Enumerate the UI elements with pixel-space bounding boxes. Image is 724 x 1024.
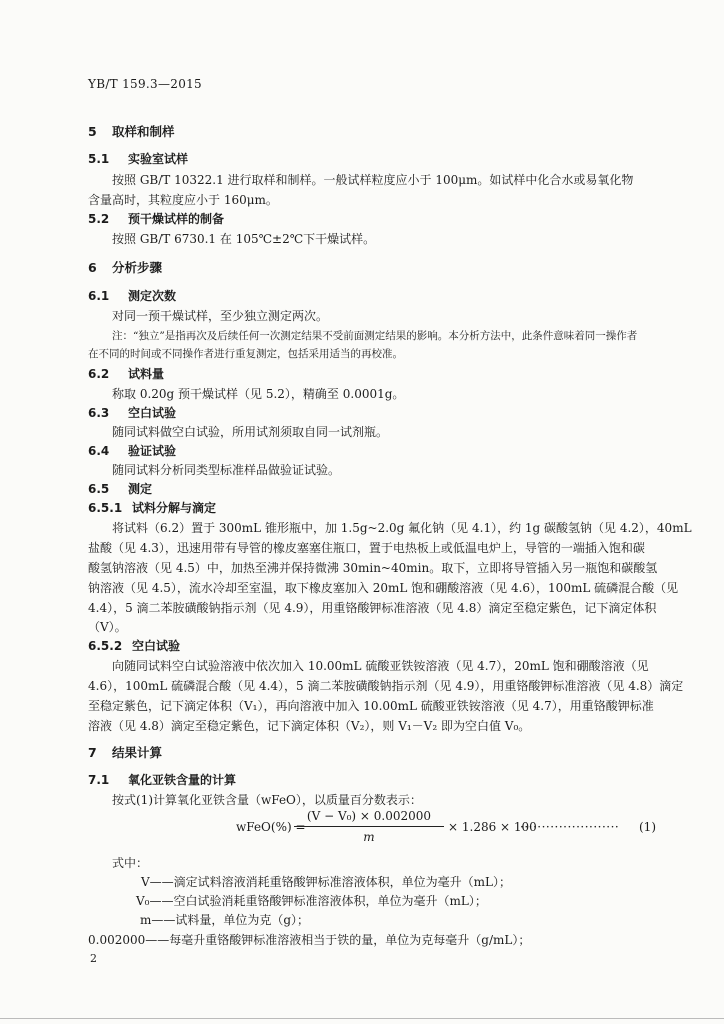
paragraph-line: （V）。	[88, 620, 127, 634]
section-5-heading: 5 取样和制样	[88, 124, 175, 139]
section-6-5-1-heading: 6.5.1 试料分解与滴定	[88, 501, 217, 515]
paragraph-line: 钠溶液（见 4.5），流水冷却至室温，取下橡皮塞加入 20mL 饱和硼酸溶液（见 4.6），100mL 硫磷混合酸（见	[88, 581, 679, 595]
section-6-4-heading: 6.4 验证试验	[88, 444, 177, 458]
bottom-edge-line	[0, 1018, 724, 1019]
paragraph-line: 溶液（见 4.8）滴定至稳定紫色，记下滴定体积（V₂），则 V₁－V₂ 即为空白值 V₀。	[88, 719, 531, 733]
section-6-5-2-heading: 6.5.2 空白试验	[88, 639, 181, 653]
section-7-1-heading: 7.1 氧化亚铁含量的计算	[88, 773, 237, 787]
section-5-2-heading: 5.2 预干燥试样的制备	[88, 212, 225, 226]
definition-item: 0.002000——每毫升重铬酸钾标准溶液相当于铁的量，单位为克每毫升（g/mL）；	[88, 933, 531, 947]
paragraph: 称取 0.20g 预干燥试样（见 5.2），精确至 0.0001g。	[112, 387, 405, 401]
equation-lhs: wFeO(%) =	[236, 820, 306, 834]
definition-item: m——试料量，单位为克（g）；	[140, 913, 310, 927]
paragraph-line: 盐酸（见 4.3），迅速用带有导管的橡皮塞塞住瓶口，置于电热板上或低温电炉上，导管的一端插入饱和碳	[88, 541, 645, 555]
paragraph-line: 4.6），100mL 硫磷混合酸（见 4.4），5 滴二苯胺磺酸钠指示剂（见 4.9），用重铬酸钾标准溶液（见 4.8）滴定	[88, 679, 684, 693]
paragraph-line: 向随同试料空白试验溶液中依次加入 10.00mL 硫酸亚铁铵溶液（见 4.7），20mL 饱和硼酸溶液（见	[112, 659, 649, 673]
where-label: 式中：	[112, 856, 149, 870]
note: 在不同的时间或不同操作者进行重复测定，包括采用适当的再校准。	[88, 348, 403, 360]
paragraph-line: 4.4），5 滴二苯胺磺酸钠指示剂（见 4.9），用重铬酸钾标准溶液（见 4.8）滴定至稳定紫色，记下滴定体积	[88, 601, 657, 615]
section-5-1-heading: 5.1 实验室试样	[88, 152, 189, 166]
section-6-1-heading: 6.1 测定次数	[88, 289, 177, 303]
paragraph-line: 将试料（6.2）置于 300mL 锥形瓶中，加 1.5g~2.0g 氟化钠（见 4.1），约 1g 碳酸氢钠（见 4.2），40mL	[112, 521, 692, 535]
equation-leader-dots: ·······················	[520, 820, 620, 834]
equation-number: (1)	[639, 820, 656, 834]
document-code: YB/T 159.3—2015	[88, 77, 202, 91]
paragraph: 按式(1)计算氧化亚铁含量（wFeO），以质量百分数表示：	[112, 793, 422, 807]
section-6-5-heading: 6.5 测定	[88, 482, 153, 496]
paragraph: 对同一预干燥试样，至少独立测定两次。	[112, 309, 329, 323]
section-7-heading: 7 结果计算	[88, 745, 163, 760]
note: 注：“独立”是指再次及后续任何一次测定结果不受前面测定结果的影响。本分析方法中，此条件意味着同一操作者	[112, 330, 638, 342]
definition-item: V——滴定试料溶液消耗重铬酸钾标准溶液体积，单位为毫升（mL）；	[141, 875, 512, 889]
paragraph: 含量高时，其粒度应小于 160μm。	[88, 193, 278, 207]
page-number: 2	[90, 952, 97, 965]
equation-denominator: m	[363, 830, 375, 844]
definition-item: V₀——空白试验消耗重铬酸钾标准溶液体积，单位为毫升（mL）；	[136, 894, 487, 908]
paragraph-line: 酸氢钠溶液（见 4.5）中，加热至沸并保持微沸 30min~40min。取下，立即将导管插入另一瓶饱和碳酸氢	[88, 561, 658, 575]
paragraph-line: 至稳定紫色，记下滴定体积（V₁），再向溶液中加入 10.00mL 硫酸亚铁铵溶液（见 4.7），用重铬酸钾标准	[88, 699, 654, 713]
paragraph: 随同试料做空白试验，所用试剂须取自同一试剂瓶。	[112, 425, 389, 439]
equation-rhs: × 1.286 × 100	[448, 820, 537, 834]
equation-numerator: (V − V₀) × 0.002000	[306, 809, 432, 823]
section-6-2-heading: 6.2 试料量	[88, 367, 165, 381]
equation-1	[236, 809, 656, 845]
paragraph: 按照 GB/T 10322.1 进行取样和制样。一般试样粒度应小于 100μm。如试样中化合水或易氧化物	[112, 173, 634, 187]
paragraph: 随同试料分析同类型标准样品做验证试验。	[112, 463, 341, 477]
paragraph: 按照 GB/T 6730.1 在 105℃±2℃下干燥试样。	[112, 232, 376, 246]
section-6-heading: 6 分析步骤	[88, 260, 163, 275]
section-6-3-heading: 6.3 空白试验	[88, 406, 177, 420]
equation-fraction	[294, 809, 444, 844]
